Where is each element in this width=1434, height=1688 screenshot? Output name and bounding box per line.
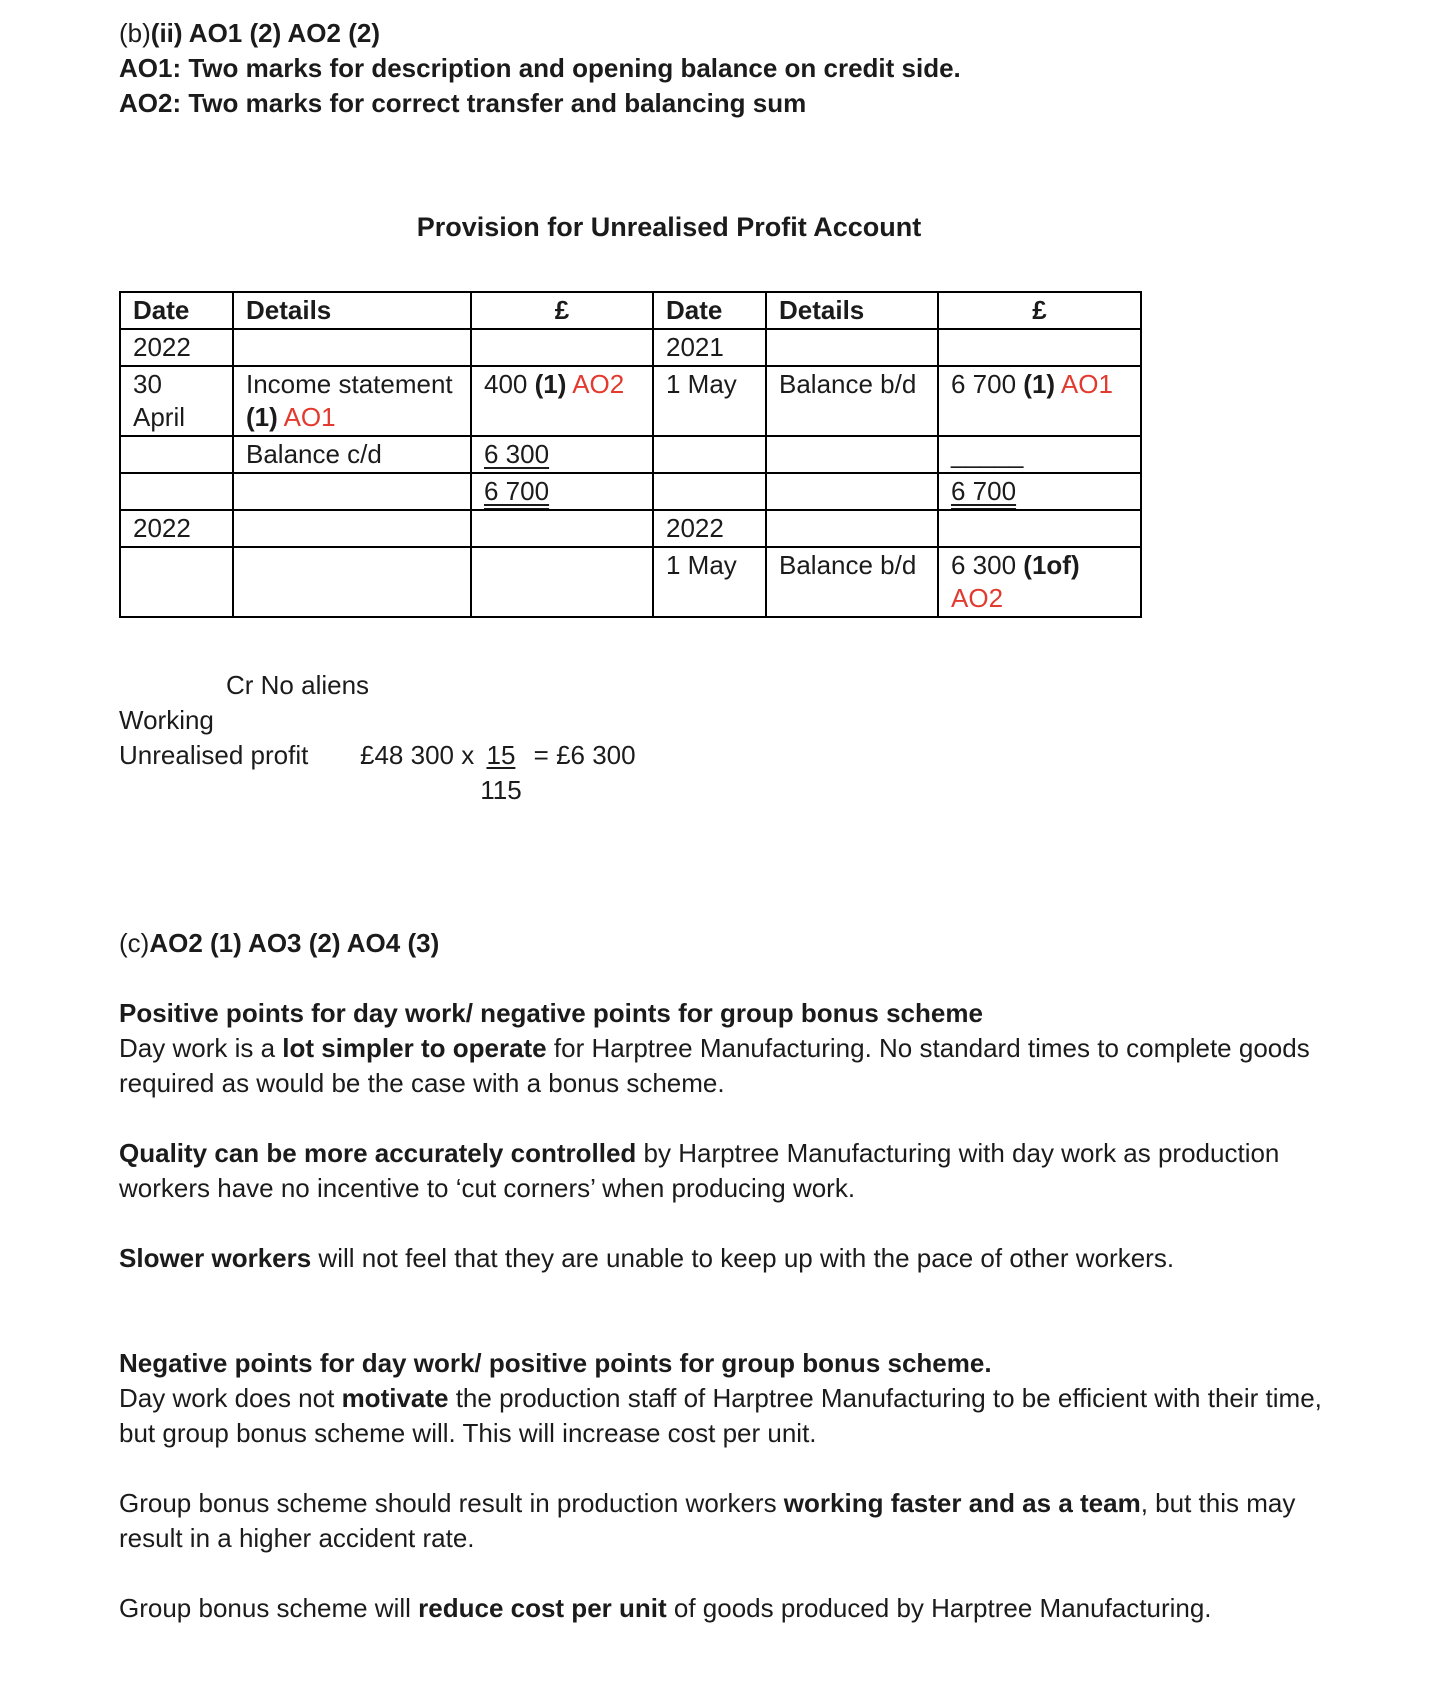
header-date-credit: Date — [653, 292, 766, 329]
ledger-cell: Balance b/d — [766, 547, 938, 617]
ledger-row-balance-bd — [120, 547, 1141, 617]
fraction — [480, 738, 521, 808]
ledger-cell — [120, 547, 233, 617]
ledger-cell — [766, 473, 938, 510]
ledger-cell — [938, 329, 1141, 366]
ledger-cell — [120, 436, 233, 473]
working-label: Working — [119, 705, 214, 735]
header-amount-debit: £ — [471, 292, 653, 329]
cr-annotation: Cr No aliens — [226, 670, 370, 700]
ledger-cell — [233, 510, 471, 547]
ledger-cell: Balance c/d — [233, 436, 471, 473]
ledger-cell — [233, 329, 471, 366]
fraction-numerator: 15 — [486, 740, 516, 770]
ledger-cell: 6 700 — [471, 473, 653, 510]
provision-account-table — [119, 291, 1142, 618]
ledger-cell: Balance b/d — [766, 366, 938, 436]
heading-negative-points: Negative points for day work/ positive points for group bonus scheme. — [119, 1348, 992, 1378]
paragraph-working-faster: Group bonus scheme should result in production workers working faster and as a team, but this may result in a higher accident rate. — [119, 1488, 1296, 1553]
ao2-marking-note: AO2: Two marks for correct transfer and balancing sum — [119, 88, 807, 118]
question-ref-c: (c)AO2 (1) AO3 (2) AO4 (3) — [119, 928, 440, 958]
ledger-cell — [653, 473, 766, 510]
ledger-cell: 30 April — [120, 366, 233, 436]
paragraph-slower-workers: Slower workers will not feel that they are unable to keep up with the pace of other workers. — [119, 1243, 1175, 1273]
ledger-cell: 2022 — [653, 510, 766, 547]
paragraph-quality-control: Quality can be more accurately controlled by Harptree Manufacturing with day work as production workers have no incentive to ‘cut corners’ when producing work. — [119, 1138, 1280, 1203]
ledger-cell: 2022 — [120, 329, 233, 366]
account-title: Provision for Unrealised Profit Account — [416, 212, 922, 242]
ledger-cell: 6 700 (1) AO1 — [938, 366, 1141, 436]
ledger-cell: _____ — [938, 436, 1141, 473]
ledger-cell — [766, 510, 938, 547]
ledger-cell: 6 300 — [471, 436, 653, 473]
ledger-cell — [471, 547, 653, 617]
ledger-cell — [766, 436, 938, 473]
ao1-marking-note: AO1: Two marks for description and opening balance on credit side. — [119, 53, 961, 83]
header-date-debit: Date — [120, 292, 233, 329]
ledger-cell — [653, 436, 766, 473]
ledger-row-balance-cd — [120, 436, 1141, 473]
heading-positive-points: Positive points for day work/ negative points for group bonus scheme — [119, 998, 983, 1028]
ledger-cell — [233, 473, 471, 510]
fraction-denominator: 115 — [480, 775, 522, 805]
ledger-cell — [120, 473, 233, 510]
ledger-cell: 400 (1) AO2 — [471, 366, 653, 436]
ledger-cell: 1 May — [653, 366, 766, 436]
ledger-row-income-statement — [120, 366, 1141, 436]
paragraph-motivate: Day work does not motivate the production staff of Harptree Manufacturing to be efficient with their time, but group bonus scheme will. This will increase cost per unit. — [119, 1383, 1322, 1448]
ledger-cell: 1 May — [653, 547, 766, 617]
paragraph-reduce-cost: Group bonus scheme will reduce cost per unit of goods produced by Harptree Manufacturing. — [119, 1593, 1212, 1623]
ledger-cell — [471, 329, 653, 366]
working-expression-result: = £6 300 — [533, 740, 636, 770]
ledger-cell — [233, 547, 471, 617]
ledger-cell: 6 300 (1of) AO2 — [938, 547, 1141, 617]
working-expression-prefix: £48 300 x — [360, 740, 475, 770]
ledger-cell: Income statement (1) AO1 — [233, 366, 471, 436]
ledger-cell: 2021 — [653, 329, 766, 366]
ledger-cell — [471, 510, 653, 547]
header-details-credit: Details — [766, 292, 938, 329]
header-amount-credit: £ — [938, 292, 1141, 329]
ledger-row-year-top — [120, 329, 1141, 366]
question-ref-b-ii: (b)(ii) AO1 (2) AO2 (2) — [119, 18, 380, 48]
ledger-cell — [766, 329, 938, 366]
ledger-cell: 2022 — [120, 510, 233, 547]
ledger-cell — [938, 510, 1141, 547]
ledger-row-totals — [120, 473, 1141, 510]
ledger-header-row — [120, 292, 1141, 329]
paragraph-simpler-to-operate: Day work is a lot simpler to operate for Harptree Manufacturing. No standard times to complete goods required as would be the case with a bonus scheme. — [119, 1033, 1310, 1098]
working-calculation — [119, 738, 1339, 808]
header-details-debit: Details — [233, 292, 471, 329]
ledger-row-year-bottom — [120, 510, 1141, 547]
working-item-label: Unrealised profit — [119, 740, 309, 770]
ledger-cell: 6 700 — [938, 473, 1141, 510]
